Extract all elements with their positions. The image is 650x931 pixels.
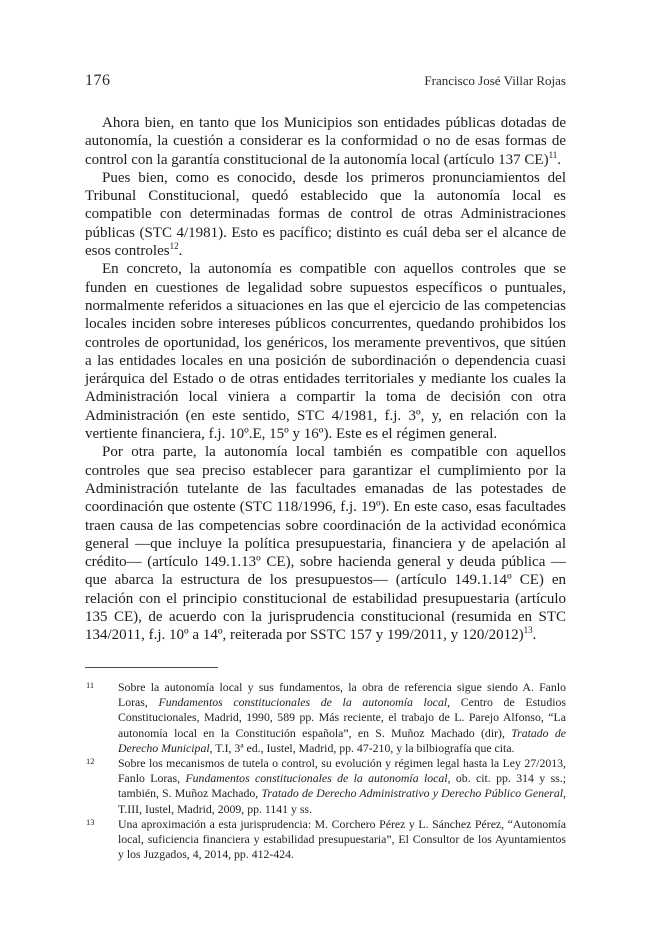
paragraph: Por otra parte, la autonomía local también es compatible con aquellos controles que sea preciso establecer para garantizar el cumplimiento por la Administración tutelante de las facultades emanadas de las potestades de coordinación que ostente (STC 118/1996, f.j. 19º). En este caso, esas facultades traen causa de las competencias sobre coordinación de la actividad económica general —que incluye la política presupuestaria, financiera y de apelación al crédito— (artículo 149.1.13º CE), sobre hacienda general y deuda pública —que abarca la estructura de los presupuestos— (artículo 149.1.14º CE) en relación con el principio constitucional de estabilidad presupuestaria (artículo 135 CE), de acuerdo con la jurisprudencia constitucional (resumida en STC 134/2011, f.j. 10º a 14º, reiterada por SSTC 157 y 199/2011, y 120/2012)$^{13}$.	[85, 444, 566, 644]
footnote	[85, 680, 566, 756]
running-header-author: Francisco José Villar Rojas	[424, 73, 566, 88]
footnotes-section	[85, 680, 566, 862]
body-text	[85, 114, 566, 645]
footnote-number: 11	[86, 680, 95, 690]
paragraph: En concreto, la autonomía es compatible con aquellos controles que se funden en cuestiones de legalidad sobre supuestos específicos o puntuales, normalmente referidos a situaciones en las que el ejercicio de las competencias locales inciden sobre intereses públicos concurrentes, quedando prohibidos los controles de oportunidad, los genéricos, los meramente preventivos, que sitúen a las entidades locales en una posición de subordinación o dependencia cuasi jerárquica del Estado o de otras entidades territoriales y mediante los cuales la Administración local viniera a compartir la toma de decisión con otra Administración (en este sentido, STC 4/1981, f.j. 3º, y, en relación con la vertiente financiera, f.j. 10º.E, 15º y 16º). Este es el régimen general.	[85, 261, 566, 443]
paragraph: Pues bien, como es conocido, desde los primeros pronunciamientos del Tribunal Constitucional, quedó establecido que la autonomía local es compatible con determinadas formas de control de otras Administraciones públicas (STC 4/1981). Esto es pacífico; distinto es cuál deba ser el alcance de esos controles$^{12}$.	[85, 169, 566, 260]
running-header	[85, 72, 566, 90]
footnote	[85, 756, 566, 817]
footnote-number: 12	[86, 756, 95, 767]
footnote	[85, 817, 566, 863]
paragraph: Ahora bien, en tanto que los Municipios son entidades públicas dotadas de autonomía, la cuestión a considerar es la conformidad o no de esas formas de control con la garantía constitucional de la autonomía local (artículo 137 CE)$^{11}$.	[85, 115, 566, 168]
footnote-text: Una aproximación a esta jurisprudencia: M. Corchero Pérez y L. Sánchez Pérez, “Autonomía local, suficiencia financiera y estabilidad presupuestaria”, El Consultor de los Ayuntamientos y los Juzgados, 4, 2014, pp. 412-424.	[118, 816, 566, 862]
page-number: 176	[85, 72, 111, 89]
footnote-number: 13	[86, 816, 95, 827]
footnote-text: Sobre la autonomía local y sus fundamentos, la obra de referencia sigue siendo A. Fanlo Loras, Fundamentos constitucionales de la autonomía local, Centro de Estudios Constitucionales, Madrid, 1990, 589 pp. Más reciente, el trabajo de L. Parejo Alfonso, “La autonomía local en la Constitución española”, en S. Muñoz Machado (dir), Tratado de Derecho Municipal, T.I, 3ª ed., Iustel, Madrid, pp. 47-210, y la bilbiografía que cita.	[118, 680, 566, 755]
footnote-text: Sobre los mecanismos de tutela o control, su evolución y régimen legal hasta la Ley 27/2013, Fanlo Loras, Fundamentos constitucionales de la autonomía local, ob. cit. pp. 314 y ss.; también, S. Muñoz Machado, Tratado de Derecho Administrativo y Derecho Público General, T.III, Iustel, Madrid, 2009, pp. 1141 y ss.	[118, 756, 566, 816]
footnote-separator	[85, 667, 218, 668]
